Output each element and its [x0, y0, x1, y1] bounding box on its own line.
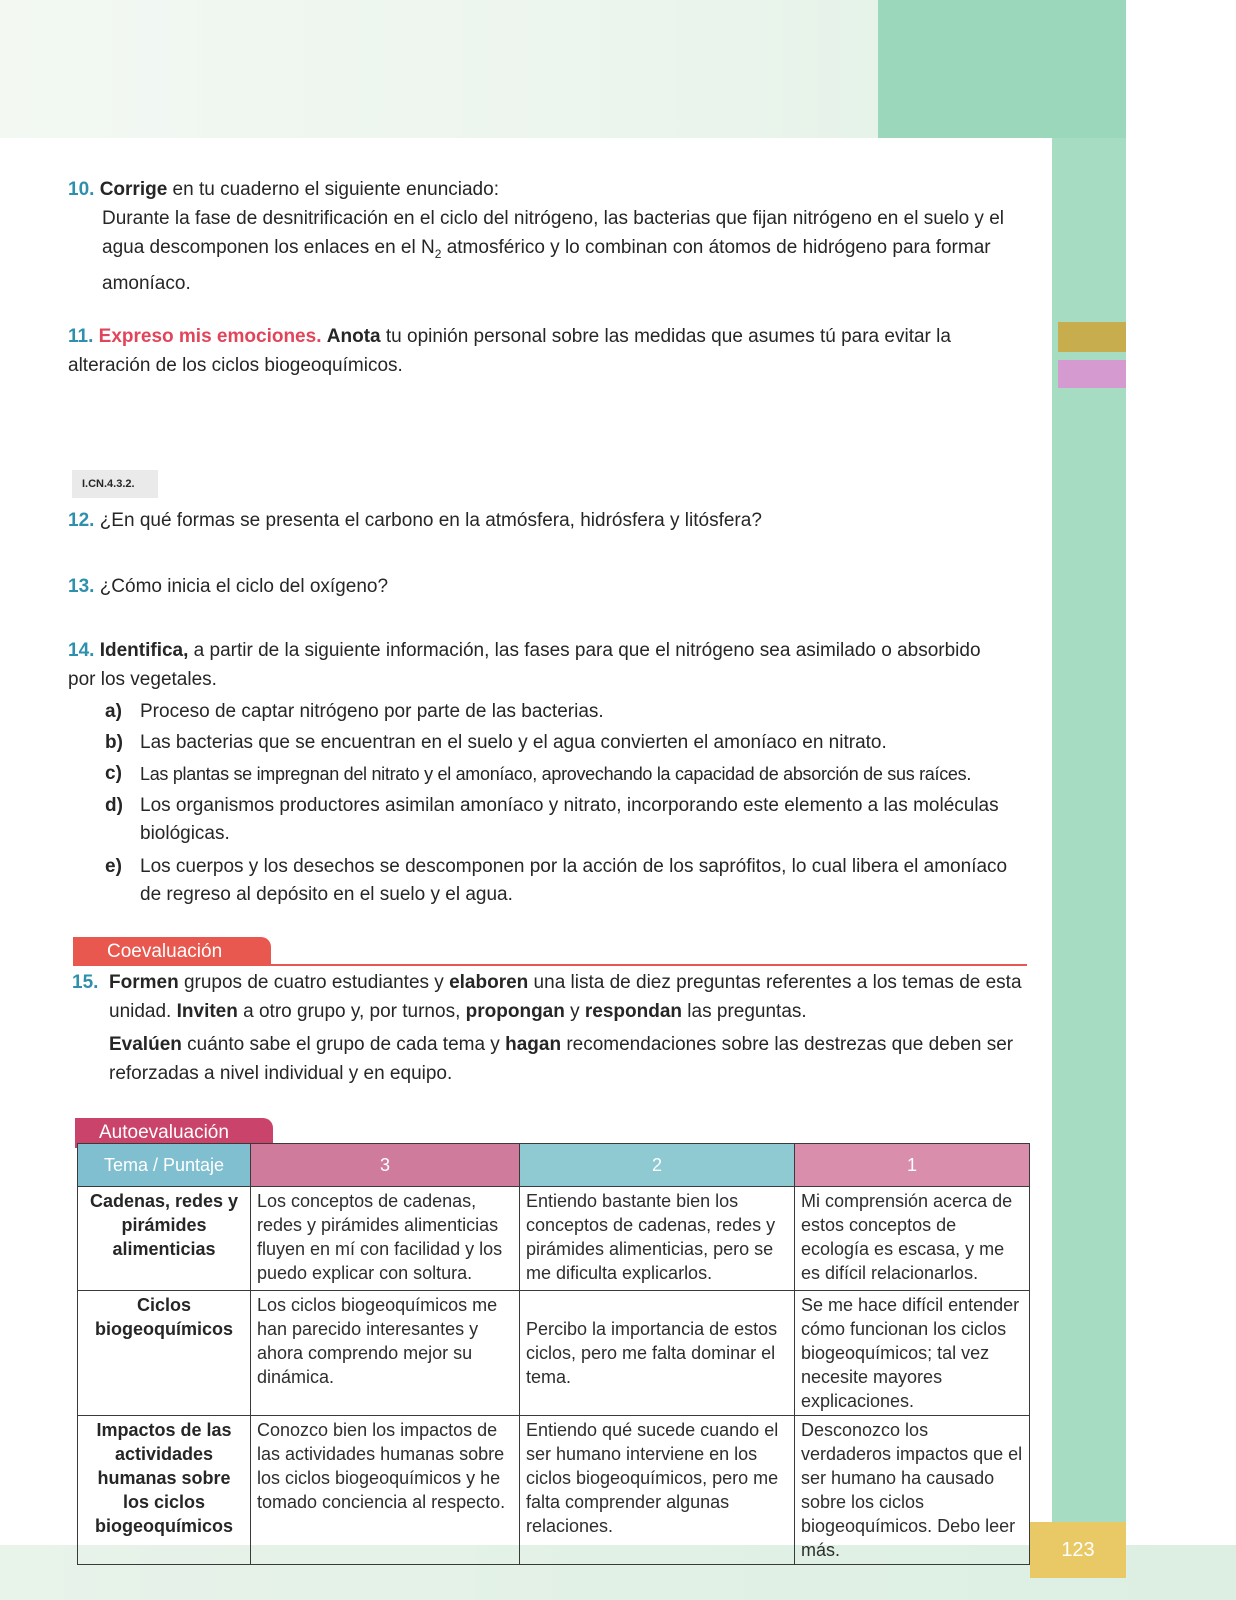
list-item: d) Los organismos productores asimilan amoníaco y nitrato, incorporando este elemento a las moléculas biológicas. — [105, 795, 999, 844]
page-number: 123 — [1030, 1522, 1126, 1578]
question-15-paragraph-2 — [109, 1030, 1027, 1088]
question-13-text: ¿Cómo inicia el ciclo del oxígeno? — [99, 576, 389, 597]
question-14 — [68, 636, 1013, 694]
header-score-2: 2 — [520, 1144, 795, 1187]
coevaluacion-divider — [271, 964, 1027, 966]
bold-verb: Formen — [109, 972, 179, 993]
list-item: c) Las plantas se impregnan del nitrato y el amoníaco, aprovechando la capacidad de absorción de sus raíces. — [105, 763, 972, 784]
bold-verb: Inviten — [176, 1001, 238, 1022]
bold-verb: hagan — [505, 1034, 562, 1055]
indicator-tag: I.CN.4.3.2. — [72, 470, 158, 498]
question-11 — [68, 322, 1013, 380]
cell-score-3: Los conceptos de cadenas, redes y pirámides alimenticias fluyen en mí con facilidad y los puedo explicar con soltura. — [251, 1187, 520, 1291]
rubric-table — [77, 1143, 1030, 1565]
question-10-verb: Corrige — [99, 179, 168, 200]
list-item: e) Los cuerpos y los desechos se descomponen por la acción de los saprófitos, lo cual libera el amoníaco de regreso al depósito en el suelo y el agua. — [105, 856, 1008, 905]
emotion-heading: Expreso mis emociones. — [98, 326, 322, 347]
question-11-text: tu opinión personal sobre las medidas que asumes tú para evitar la alteración de los ciclos biogeoquímicos. — [68, 326, 951, 376]
question-14-verb: Identifica, — [99, 640, 189, 661]
coevaluacion-tab: Coevaluación — [73, 937, 271, 966]
text-run: las preguntas. — [682, 1001, 807, 1022]
cell-score-1: Desconozco los verdaderos impactos que el ser humano ha causado sobre los ciclos biogeoquímicos. Debo leer más. — [795, 1416, 1030, 1565]
list-item: b) Las bacterias que se encuentran en el suelo y el agua convierten el amoníaco en nitrato. — [105, 732, 887, 753]
question-14-text: a partir de la siguiente información, las fases para que el nitrógeno sea asimilado o absorbido por los vegetales. — [68, 640, 981, 690]
header-score-3: 3 — [251, 1144, 520, 1187]
list-item: a) Proceso de captar nitrógeno por parte de las bacterias. — [105, 701, 604, 722]
question-10-statement: Durante la fase de desnitrificación en el ciclo del nitrógeno, las bacterias que fijan nitrógeno en el suelo y el agua descomponen los enlaces en el $N_2$ atmosférico y lo combinan con átomos de hidrógeno para formar amoníaco. — [102, 208, 1004, 294]
question-12-number: 12. — [68, 510, 95, 531]
table-header-row — [78, 1144, 1030, 1187]
question-10-text: en tu cuaderno el siguiente enunciado: — [167, 179, 499, 200]
side-tab-pink — [1058, 360, 1126, 388]
cell-score-2: Entiendo bastante bien los conceptos de cadenas, redes y pirámides alimenticias, pero se me dificulta explicarlos. — [520, 1187, 795, 1291]
question-15-number: 15. — [72, 972, 99, 993]
autoevaluacion-tab: Autoevaluación — [75, 1118, 273, 1148]
cell-score-1: Se me hace difícil entender cómo funcionan los ciclos biogeoquímicos; tal vez necesite mayores explicaciones. — [795, 1291, 1030, 1416]
text-run: grupos de cuatro estudiantes y — [178, 972, 450, 993]
text-run: recomendaciones sobre las destrezas que deben ser reforzadas a nivel individual y en equipo. — [109, 1034, 1014, 1084]
text-run: cuánto sabe el grupo de cada tema y — [181, 1034, 506, 1055]
top-green-band — [878, 0, 1126, 138]
page-edge — [1126, 0, 1236, 1600]
question-12 — [68, 506, 1013, 535]
question-12-text: ¿En qué formas se presenta el carbono en la atmósfera, hidrósfera y litósfera? — [99, 510, 762, 531]
question-14-number: 14. — [68, 640, 95, 661]
question-10 — [68, 175, 1013, 204]
row-topic: Cadenas, redes y pirámides alimenticias — [78, 1187, 251, 1291]
row-topic: Impactos de las actividades humanas sobre los ciclos biogeoquímicos — [78, 1416, 251, 1565]
cell-score-2: Percibo la importancia de estos ciclos, pero me falta dominar el tema. — [520, 1291, 795, 1416]
question-11-verb: Anota — [326, 326, 381, 347]
question-10-number: 10. — [68, 179, 95, 200]
header-tema: Tema / Puntaje — [78, 1144, 251, 1187]
cell-score-2: Entiendo qué sucede cuando el ser humano interviene en los ciclos biogeoquímicos, pero me falta comprender algunas relaciones. — [520, 1416, 795, 1565]
bold-verb: respondan — [584, 1001, 683, 1022]
table-row — [78, 1291, 1030, 1416]
bold-verb: propongan — [465, 1001, 565, 1022]
question-13-number: 13. — [68, 576, 95, 597]
text-run: a otro grupo y, por turnos, — [237, 1001, 466, 1022]
cell-score-3: Los ciclos biogeoquímicos me han parecido interesantes y ahora comprendo mejor su dinámica. — [251, 1291, 520, 1416]
question-15 — [72, 968, 1027, 1088]
row-topic: Ciclos biogeoquímicos — [78, 1291, 251, 1416]
question-13 — [68, 572, 1013, 601]
cell-score-3: Conozco bien los impactos de las actividades humanas sobre los ciclos biogeoquímicos y he tomado conciencia al respecto. — [251, 1416, 520, 1565]
text-run: y — [564, 1001, 585, 1022]
question-11-number: 11. — [68, 326, 94, 347]
table-row — [78, 1416, 1030, 1565]
bold-verb: Evalúen — [109, 1034, 182, 1055]
question-15-paragraph-1 — [109, 968, 1027, 1026]
subscript-2: 2 — [434, 246, 442, 261]
table-row — [78, 1187, 1030, 1291]
bold-verb: elaboren — [449, 972, 529, 993]
header-score-1: 1 — [795, 1144, 1030, 1187]
cell-score-1: Mi comprensión acerca de estos conceptos de ecología es escasa, y me es difícil relacionarlos. — [795, 1187, 1030, 1291]
text-run: una lista de diez preguntas referentes a los temas de esta unidad. — [109, 972, 1022, 1022]
side-tab-gold — [1058, 322, 1126, 352]
